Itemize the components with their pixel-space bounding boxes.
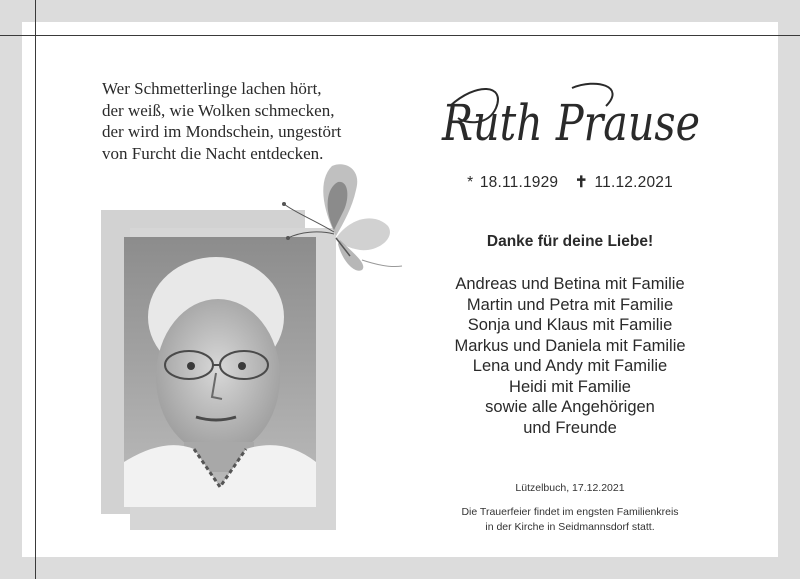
poem-line: der weiß, wie Wolken schmecken,	[102, 100, 335, 120]
left-rule	[35, 0, 36, 579]
family-line: Andreas und Betina mit Familie	[455, 275, 685, 293]
poem	[102, 78, 402, 164]
bottom-band	[0, 557, 800, 579]
right-band	[778, 0, 800, 579]
deceased-name-signature	[436, 78, 716, 168]
death-date: 11.12.2021	[594, 174, 673, 191]
birth-date-group	[467, 174, 563, 191]
birth-symbol: *	[467, 174, 474, 191]
top-rule	[0, 35, 800, 36]
top-band	[0, 0, 800, 22]
family-line: Martin und Petra mit Familie	[466, 295, 674, 314]
death-date-group	[575, 174, 673, 191]
family-list	[400, 274, 740, 438]
note-line: in der Kirche in Seidmannsdorf statt.	[485, 520, 655, 533]
poem-line: von Furcht die Nacht entdecken.	[102, 143, 324, 163]
poem-line: Wer Schmetterlinge lachen hört,	[102, 79, 322, 98]
family-line: Heidi mit Familie	[509, 377, 631, 396]
family-line: Sonja und Klaus mit Familie	[467, 316, 673, 334]
birth-date: 18.11.1929	[479, 174, 559, 191]
thanks-heading: Danke für deine Liebe!	[486, 233, 654, 250]
family-line: Lena und Andy mit Familie	[472, 357, 668, 375]
butterfly-icon	[278, 160, 408, 275]
family-line: sowie alle Angehörigen	[485, 398, 655, 416]
family-line: und Freunde	[523, 418, 617, 437]
left-band	[0, 0, 22, 579]
place-date: Lützelbuch, 17.12.2021	[515, 482, 625, 494]
portrait-photo	[124, 237, 316, 507]
cross-icon: ✝	[574, 174, 588, 191]
deceased-name: Ruth Prause	[441, 94, 700, 152]
note-line: Die Trauerfeier findet im engsten Familienkreis	[461, 506, 679, 518]
funeral-note	[400, 505, 740, 534]
family-line: Markus und Daniela mit Familie	[454, 336, 686, 355]
poem-line: der wird im Mondschein, ungestört	[102, 122, 342, 141]
life-dates	[430, 173, 710, 192]
